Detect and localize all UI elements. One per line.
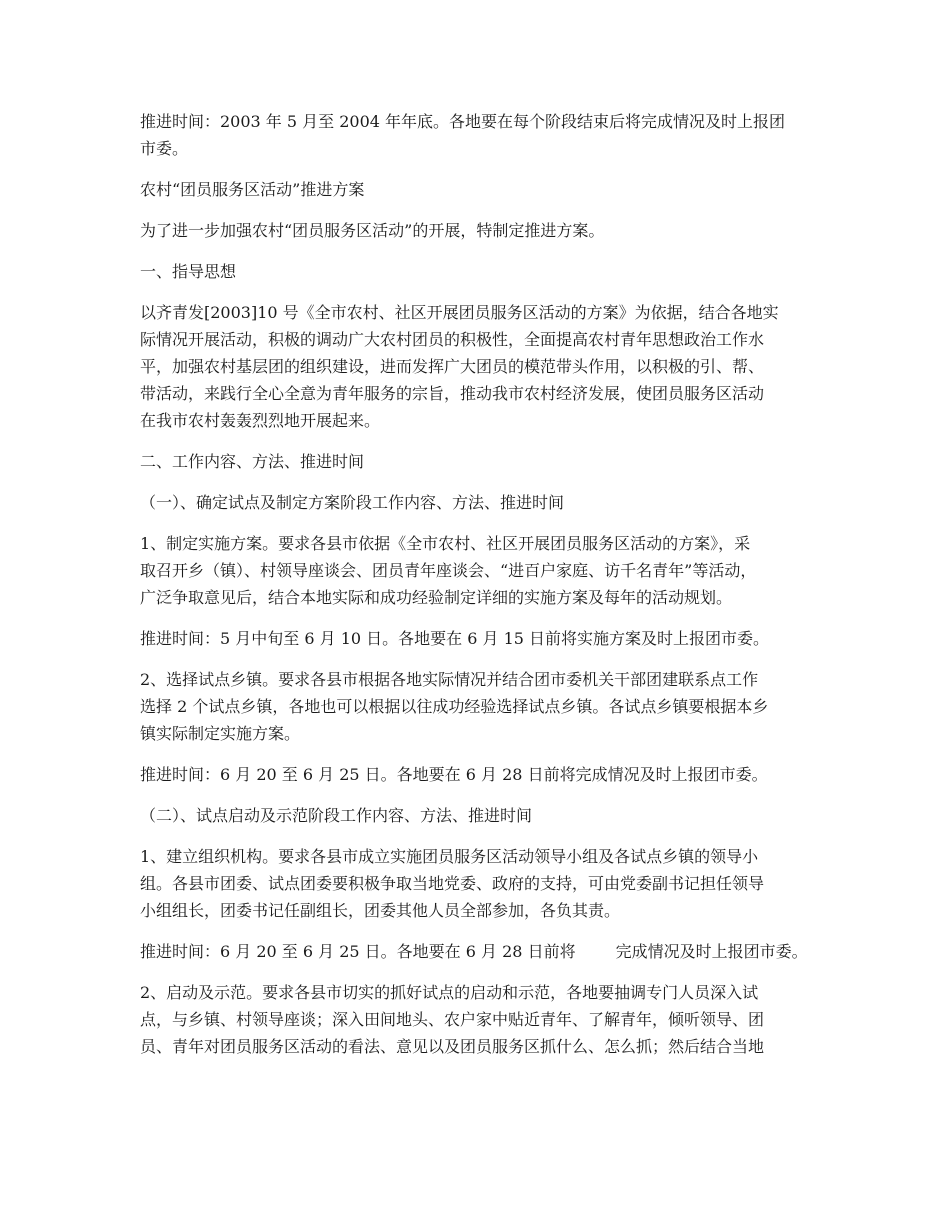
paragraph — [140, 802, 812, 829]
text-line: 二、工作内容、方法、推进时间 — [140, 452, 365, 471]
paragraph — [140, 666, 812, 747]
text-line: 2、选择试点乡镇。要求各县市根据各地实际情况并结合团市委机关干部团建联系点工作 — [140, 670, 759, 689]
text-line: 点，与乡镇、村领导座谈；深入田间地头、农户家中贴近青年、了解青年，倾听领导、团 — [140, 1010, 765, 1029]
text-segment: 推进时间：6 月 20 至 6 月 25 日。各地要在 6 月 28 日前将 — [140, 942, 576, 961]
paragraph — [140, 299, 812, 434]
paragraph — [140, 761, 812, 788]
paragraph — [140, 625, 812, 652]
text-line: 平，加强农村基层团的组织建设，进而发挥广大团员的模范带头作用，以积极的引、帮、 — [140, 357, 765, 376]
text-line: （一）、确定试点及制定方案阶段工作内容、方法、推进时间 — [140, 493, 565, 512]
text-line: 组。各县市团委、试点团委要积极争取当地党委、政府的支持，可由党委副书记担任领导 — [140, 874, 765, 893]
paragraph — [140, 448, 812, 475]
text-line: 1、制定实施方案。要求各县市依据《全市农村、社区开展团员服务区活动的方案》，采 — [140, 534, 751, 553]
text-line: 1、建立组织机构。要求各县市成立实施团员服务区活动领导小组及各试点乡镇的领导小 — [140, 847, 759, 866]
text-line: （二）、试点启动及示范阶段工作内容、方法、推进时间 — [140, 806, 533, 825]
text-line: 市委。 — [140, 139, 189, 158]
text-line: 在我市农村轰轰烈烈地开展起来。 — [140, 411, 381, 430]
text-line: 2、启动及示范。要求各县市切实的抓好试点的启动和示范，各地要抽调专门人员深入试 — [140, 983, 759, 1002]
text-line — [140, 938, 812, 965]
document-page — [140, 108, 812, 1074]
text-line: 取召开乡（镇）、村领导座谈会、团员青年座谈会、“进百户家庭、访千名青年”等活动， — [140, 561, 757, 580]
text-line: 员、青年对团员服务区活动的看法、意见以及团员服务区抓什么、怎么抓；然后结合当地 — [140, 1037, 765, 1056]
text-line: 为了进一步加强农村“团员服务区活动”的开展，特制定推进方案。 — [140, 221, 605, 240]
paragraph — [140, 979, 812, 1060]
paragraph — [140, 489, 812, 516]
paragraph — [140, 217, 812, 244]
text-line: 推进时间：6 月 20 至 6 月 25 日。各地要在 6 月 28 日前将完成情况及时上报团市委。 — [140, 765, 768, 784]
paragraph — [140, 530, 812, 611]
paragraph — [140, 938, 812, 965]
paragraph — [140, 108, 812, 162]
text-segment: 完成情况及时上报团市委。 — [615, 942, 808, 961]
text-line: 推进时间：2003 年 5 月至 2004 年年底。各地要在每个阶段结束后将完成情况及时上报团 — [140, 112, 786, 131]
text-line: 选择 2 个试点乡镇，各地也可以根据以往成功经验选择试点乡镇。各试点乡镇要根据本乡 — [140, 697, 769, 716]
paragraph — [140, 176, 812, 203]
text-line: 农村“团员服务区活动”推进方案 — [140, 180, 365, 199]
text-line: 广泛争取意见后，结合本地实际和成功经验制定详细的实施方案及每年的活动规划。 — [140, 588, 733, 607]
text-line: 一、指导思想 — [140, 262, 237, 281]
text-line: 镇实际制定实施方案。 — [140, 724, 301, 743]
text-line: 小组组长，团委书记任副组长，团委其他人员全部参加，各负其责。 — [140, 901, 621, 920]
text-line: 以齐青发[2003]10 号《全市农村、社区开展团员服务区活动的方案》为依据，结合各地实 — [140, 303, 779, 322]
paragraph — [140, 843, 812, 924]
paragraph — [140, 258, 812, 285]
text-line: 推进时间：5 月中旬至 6 月 10 日。各地要在 6 月 15 日前将实施方案及时上报团市委。 — [140, 629, 770, 648]
text-line: 际情况开展活动，积极的调动广大农村团员的积极性，全面提高农村青年思想政治工作水 — [140, 330, 765, 349]
text-line: 带活动，来践行全心全意为青年服务的宗旨，推动我市农村经济发展，使团员服务区活动 — [140, 384, 765, 403]
